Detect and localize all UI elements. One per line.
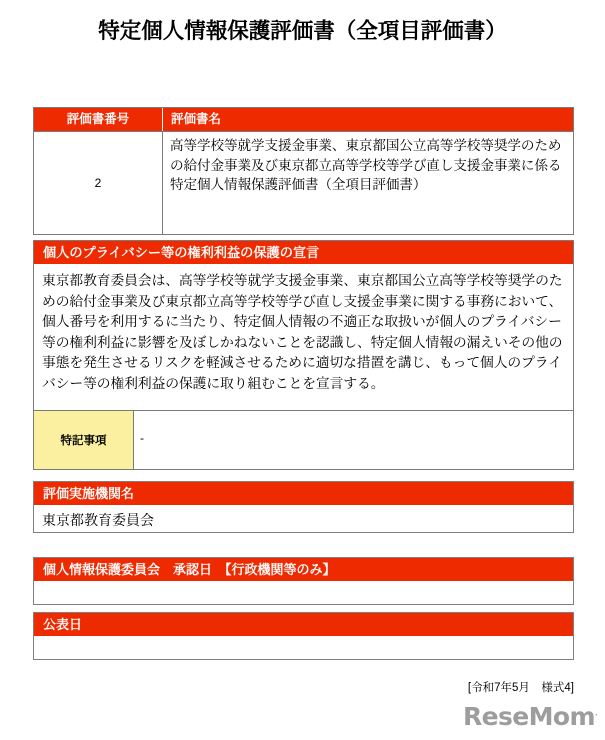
watermark-suffix: . [594,709,599,718]
evaluation-table-header-row [34,108,573,131]
column-header-evaluation-name: 評価書名 [171,112,222,126]
approval-date-section [33,557,574,605]
watermark-text: ReseMom [463,702,595,731]
cell-evaluation-number: 2 [34,132,163,234]
publication-date-section [33,612,574,660]
privacy-declaration-section [33,240,574,470]
column-header-evaluation-number: 評価書番号 [34,108,163,131]
approval-date-value [34,581,573,604]
declaration-body-text: 東京都教育委員会は、高等学校等就学支援金事業、東京都国公立高等学校等奨学のための給付金事業及び東京都立高等学校等学び直し支援金事業に関する事務において、個人番号を利用するに当たり、特定個人情報の不適正な取扱いが個人のプライバシー等の権利利益に影響を及ぼしかねないことを認識し、特定個人情報の漏えいその他の事態を発生させるリスクを軽減させるために適切な措置を講じ、もって個人のプライバシー等の権利利益の保護に取り組むことを宣言する。 [42,273,563,391]
agency-heading: 評価実施機関名 [34,482,573,505]
special-note-row [34,410,573,469]
agency-value: 東京都教育委員会 [42,512,154,528]
agency-section [33,481,574,533]
declaration-heading: 個人のプライバシー等の権利利益の保護の宣言 [34,241,573,264]
approval-date-heading: 個人情報保護委員会 承認日 【行政機関等のみ】 [34,558,573,581]
publication-date-heading: 公表日 [34,613,573,636]
publication-date-value [34,636,573,659]
resemom-watermark [463,702,598,731]
table-row [34,131,573,234]
cell-evaluation-name: 高等学校等就学支援金事業、東京都国公立高等学校等奨学のための給付金事業及び東京都立高等学校等学び直し支援金事業に係る特定個人情報保護評価書（全項目評価書） [170,138,562,192]
page-title: 特定個人情報保護評価書（全項目評価書） [98,19,507,43]
form-revision-note: [令和7年5月 様式4] [467,682,574,694]
special-note-label: 特記事項 [34,411,134,469]
special-note-value: - [140,431,144,445]
evaluation-info-table [33,107,574,235]
